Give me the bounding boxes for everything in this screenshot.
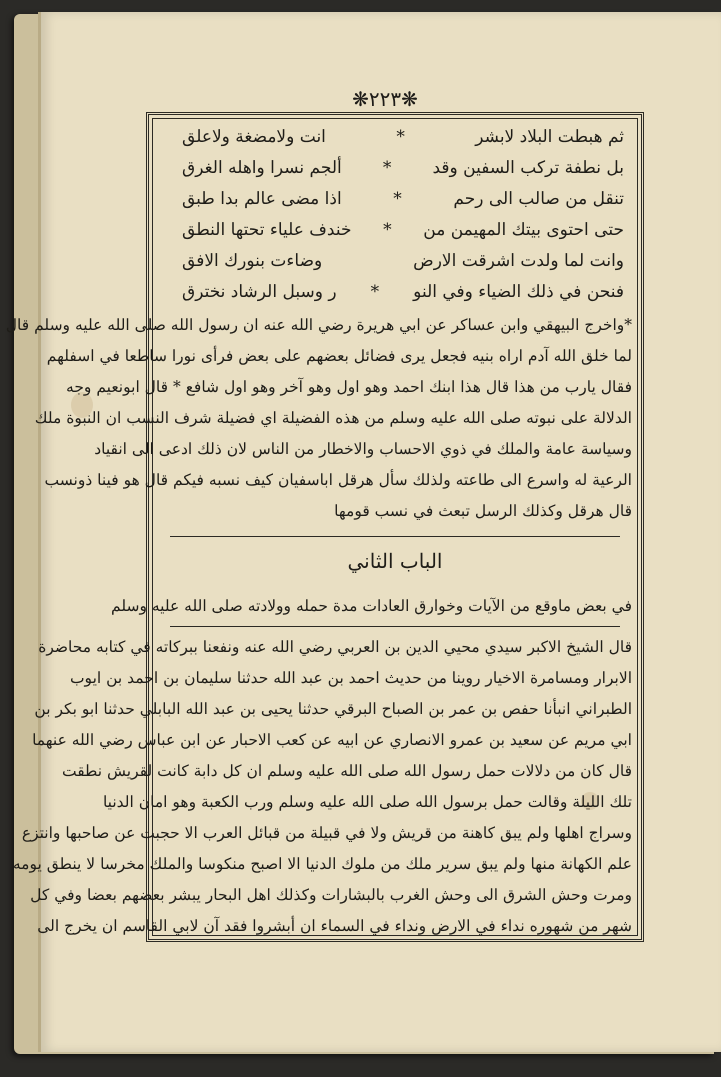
text-line: علم الكهانة منها ولم يبق سرير ملك من ملوك الدنيا الا اصبح منكوسا والملك مخرسا لا ينطق يومه xyxy=(12,855,632,873)
poem-verse: فنحن في ذلك الضياء وفي النو * ر وسبل الرشاد نخترق xyxy=(182,282,624,302)
text-line: *واخرج البيهقي وابن عساكر عن ابي هريرة رضي الله عنه ان رسول الله صلى الله عليه وسلم قال xyxy=(5,316,632,334)
section-divider xyxy=(170,536,620,537)
poem xyxy=(158,122,632,308)
text-line: لما خلق الله آدم اراه بنيه فجعل يرى فضائل بعضهم على بعض فرأى نورا ساطعا في اسفلهم xyxy=(46,347,632,365)
ornament-left-icon: ❋ xyxy=(401,87,418,111)
text-line: الدلالة على نبوته صلى الله عليه وسلم من هذه الفضيلة اي فضيلة شرف النسب ان النبوة ملك xyxy=(34,409,632,427)
text-line: قال كان من دلالات حمل رسول الله صلى الله عليه وسلم ان كل دابة كانت لقريش نطقت xyxy=(61,762,632,780)
poem-verse: تنقل من صالب الى رحم * اذا مضى عالم بدا طبق xyxy=(182,189,624,209)
section-divider xyxy=(170,626,620,627)
text-line: تلك الليلة وقالت حمل برسول الله صلى الله عليه وسلم ورب الكعبة وهو امان الدنيا xyxy=(102,793,632,811)
text-line: ابي مريم عن سعيد بن عمرو الانصاري عن ابيه عن كعب الاحبار عن ابن عباس رضي الله عنهما xyxy=(32,731,632,749)
text-line: فقال يارب من هذا قال هذا ابنك احمد وهو اول وهو آخر وهو اول شافع * قال ابونعيم وجه xyxy=(66,378,632,396)
poem-verse: وانت لما ولدت اشرقت الارض وضاءت بنورك الافق xyxy=(182,251,624,271)
text-line: الطبراني انبأنا حفص بن عمر بن الصباح البرقي حدثنا يحيى بن عبد الله البابلي حدثنا ابو بكر بن xyxy=(34,700,632,718)
poem-verse: حتى احتوى بيتك المهيمن من * خندف علياء تحتها النطق xyxy=(182,220,624,240)
text-line: شهر من شهوره نداء في الارض ونداء في السماء ان أبشروا فقد آن لابي القاسم ان يخرج الى xyxy=(37,917,632,935)
chapter-title: الباب الثاني xyxy=(347,549,443,573)
paragraph-hadith xyxy=(5,310,632,527)
text-line: قال الشيخ الاكبر سيدي محيي الدين بن العربي رضي الله عنه ونفعنا ببركاته في كتابه محاضرة xyxy=(38,638,632,656)
poem-verse: بل نطفة تركب السفين وقد * ألجم نسرا واهله الغرق xyxy=(182,158,624,178)
text-line: ومرت وحش الشرق الى وحش الغرب بالبشارات وكذلك اهل البحار يبشر بعضهم بعضا وفي كل xyxy=(30,886,632,904)
text-line: وسراج اهلها ولم يبق كاهنة من قريش ولا في قبيلة من قبائل العرب الا حجبت عن صاحبها وانتزع xyxy=(21,824,632,842)
text-line: قال هرقل وكذلك الرسل تبعث في نسب قومها xyxy=(334,502,632,520)
text-line: الابرار ومسامرة الاخيار روينا من حديث احمد بن عبد الله حدثنا سليمان بن احمد بن ايوب xyxy=(69,669,632,687)
ornament-right-icon: ❋ xyxy=(352,87,369,111)
page-number: ❋٢٢٣❋ xyxy=(352,87,418,111)
text-line: الرعية له واسرع الى طاعته ولذلك سأل هرقل اباسفيان كيف نسبه فيكم قال هو فينا ذونسب xyxy=(44,471,632,489)
chapter-subtitle: في بعض ماوقع من الآيات وخوارق العادات مدة حمله وولادته صلى الله عليه وسلم xyxy=(111,597,632,615)
paragraph-narration xyxy=(12,632,632,942)
text-line: وسياسة عامة والملك في ذوي الاحساب والاخطار من الناس لان ذلك ادعى الى انقياد xyxy=(94,440,632,458)
poem-verse: ثم هبطت البلاد لابشر * انت ولامضغة ولاعلق xyxy=(182,127,624,147)
